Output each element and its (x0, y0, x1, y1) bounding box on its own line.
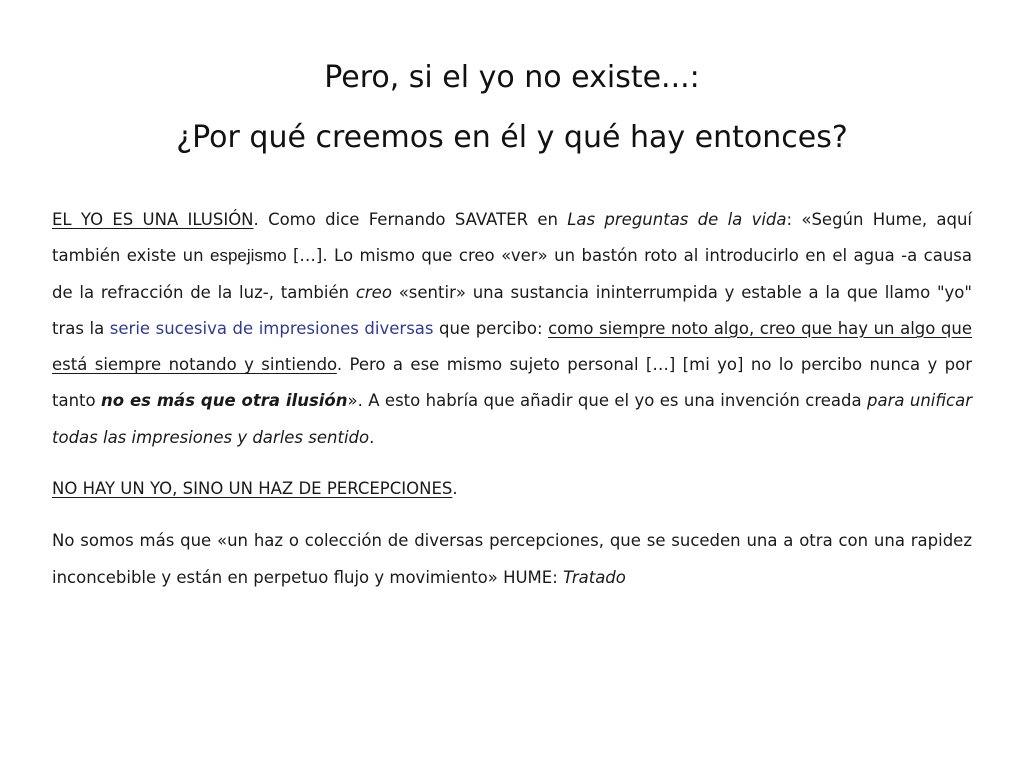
underlined-phrase: como siempre noto algo, creo que hay un algo que está siempre notando y sintiendo (52, 318, 972, 375)
heading-haz-percepciones: NO HAY UN YO, SINO UN HAZ DE PERCEPCIONES (52, 479, 453, 499)
title-line-2: ¿Por qué creemos en él y qué hay entonces? (176, 120, 848, 155)
slide-title (0, 48, 1024, 168)
heading-yo-ilusion: EL YO ES UNA ILUSIÓN (52, 210, 254, 229)
creo-italic: creo (355, 282, 392, 302)
italic-phrase: para unificar todas las impresiones y darles sentido (52, 391, 973, 447)
p1-text-g: . (369, 427, 375, 447)
paragraph-hume-quote (52, 523, 972, 596)
p1-text-d: que percibo: (433, 318, 549, 338)
hume-quote-text: No somos más que «un haz o colección de diversas percepciones, que se suceden una a otra con una rapidez inconcebible y están en perpetuo flujo y movimiento» HUME: (52, 531, 972, 587)
p1-text-a: : «Según Hume, aquí también existe un (52, 210, 973, 266)
bold-italic-phrase: no es más que otra ilusión (101, 391, 348, 411)
source-tratado: Tratado (563, 567, 626, 587)
p1-text-e: . Pero a ese mismo sujeto personal […] [mi yo] no lo percibo nunca y por tanto (52, 355, 972, 411)
book-title: Las preguntas de la vida (567, 210, 787, 229)
term-espejismo: espejismo (210, 246, 287, 266)
paragraph-haz (52, 471, 972, 507)
p1-after-heading: . Como dice Fernando SAVATER en (253, 210, 568, 229)
title-line-1: Pero, si el yo no existe...: (324, 60, 700, 95)
p1-text-f: ». A esto habría que añadir que el yo es una invención creada (347, 391, 868, 411)
blue-phrase: serie sucesiva de impresiones diversas (109, 318, 434, 338)
p2-end: . (452, 479, 458, 499)
paragraph-illusion (52, 202, 972, 456)
slide-body (52, 202, 972, 596)
p1-text-b: […]. Lo mismo que creo «ver» un bastón roto al introducirlo en el agua -a causa de la refracción de la luz-, también (52, 246, 972, 302)
p1-text-c: «sentir» una sustancia ininterrumpida y estable a la que llamo "yo" tras la (52, 282, 972, 338)
